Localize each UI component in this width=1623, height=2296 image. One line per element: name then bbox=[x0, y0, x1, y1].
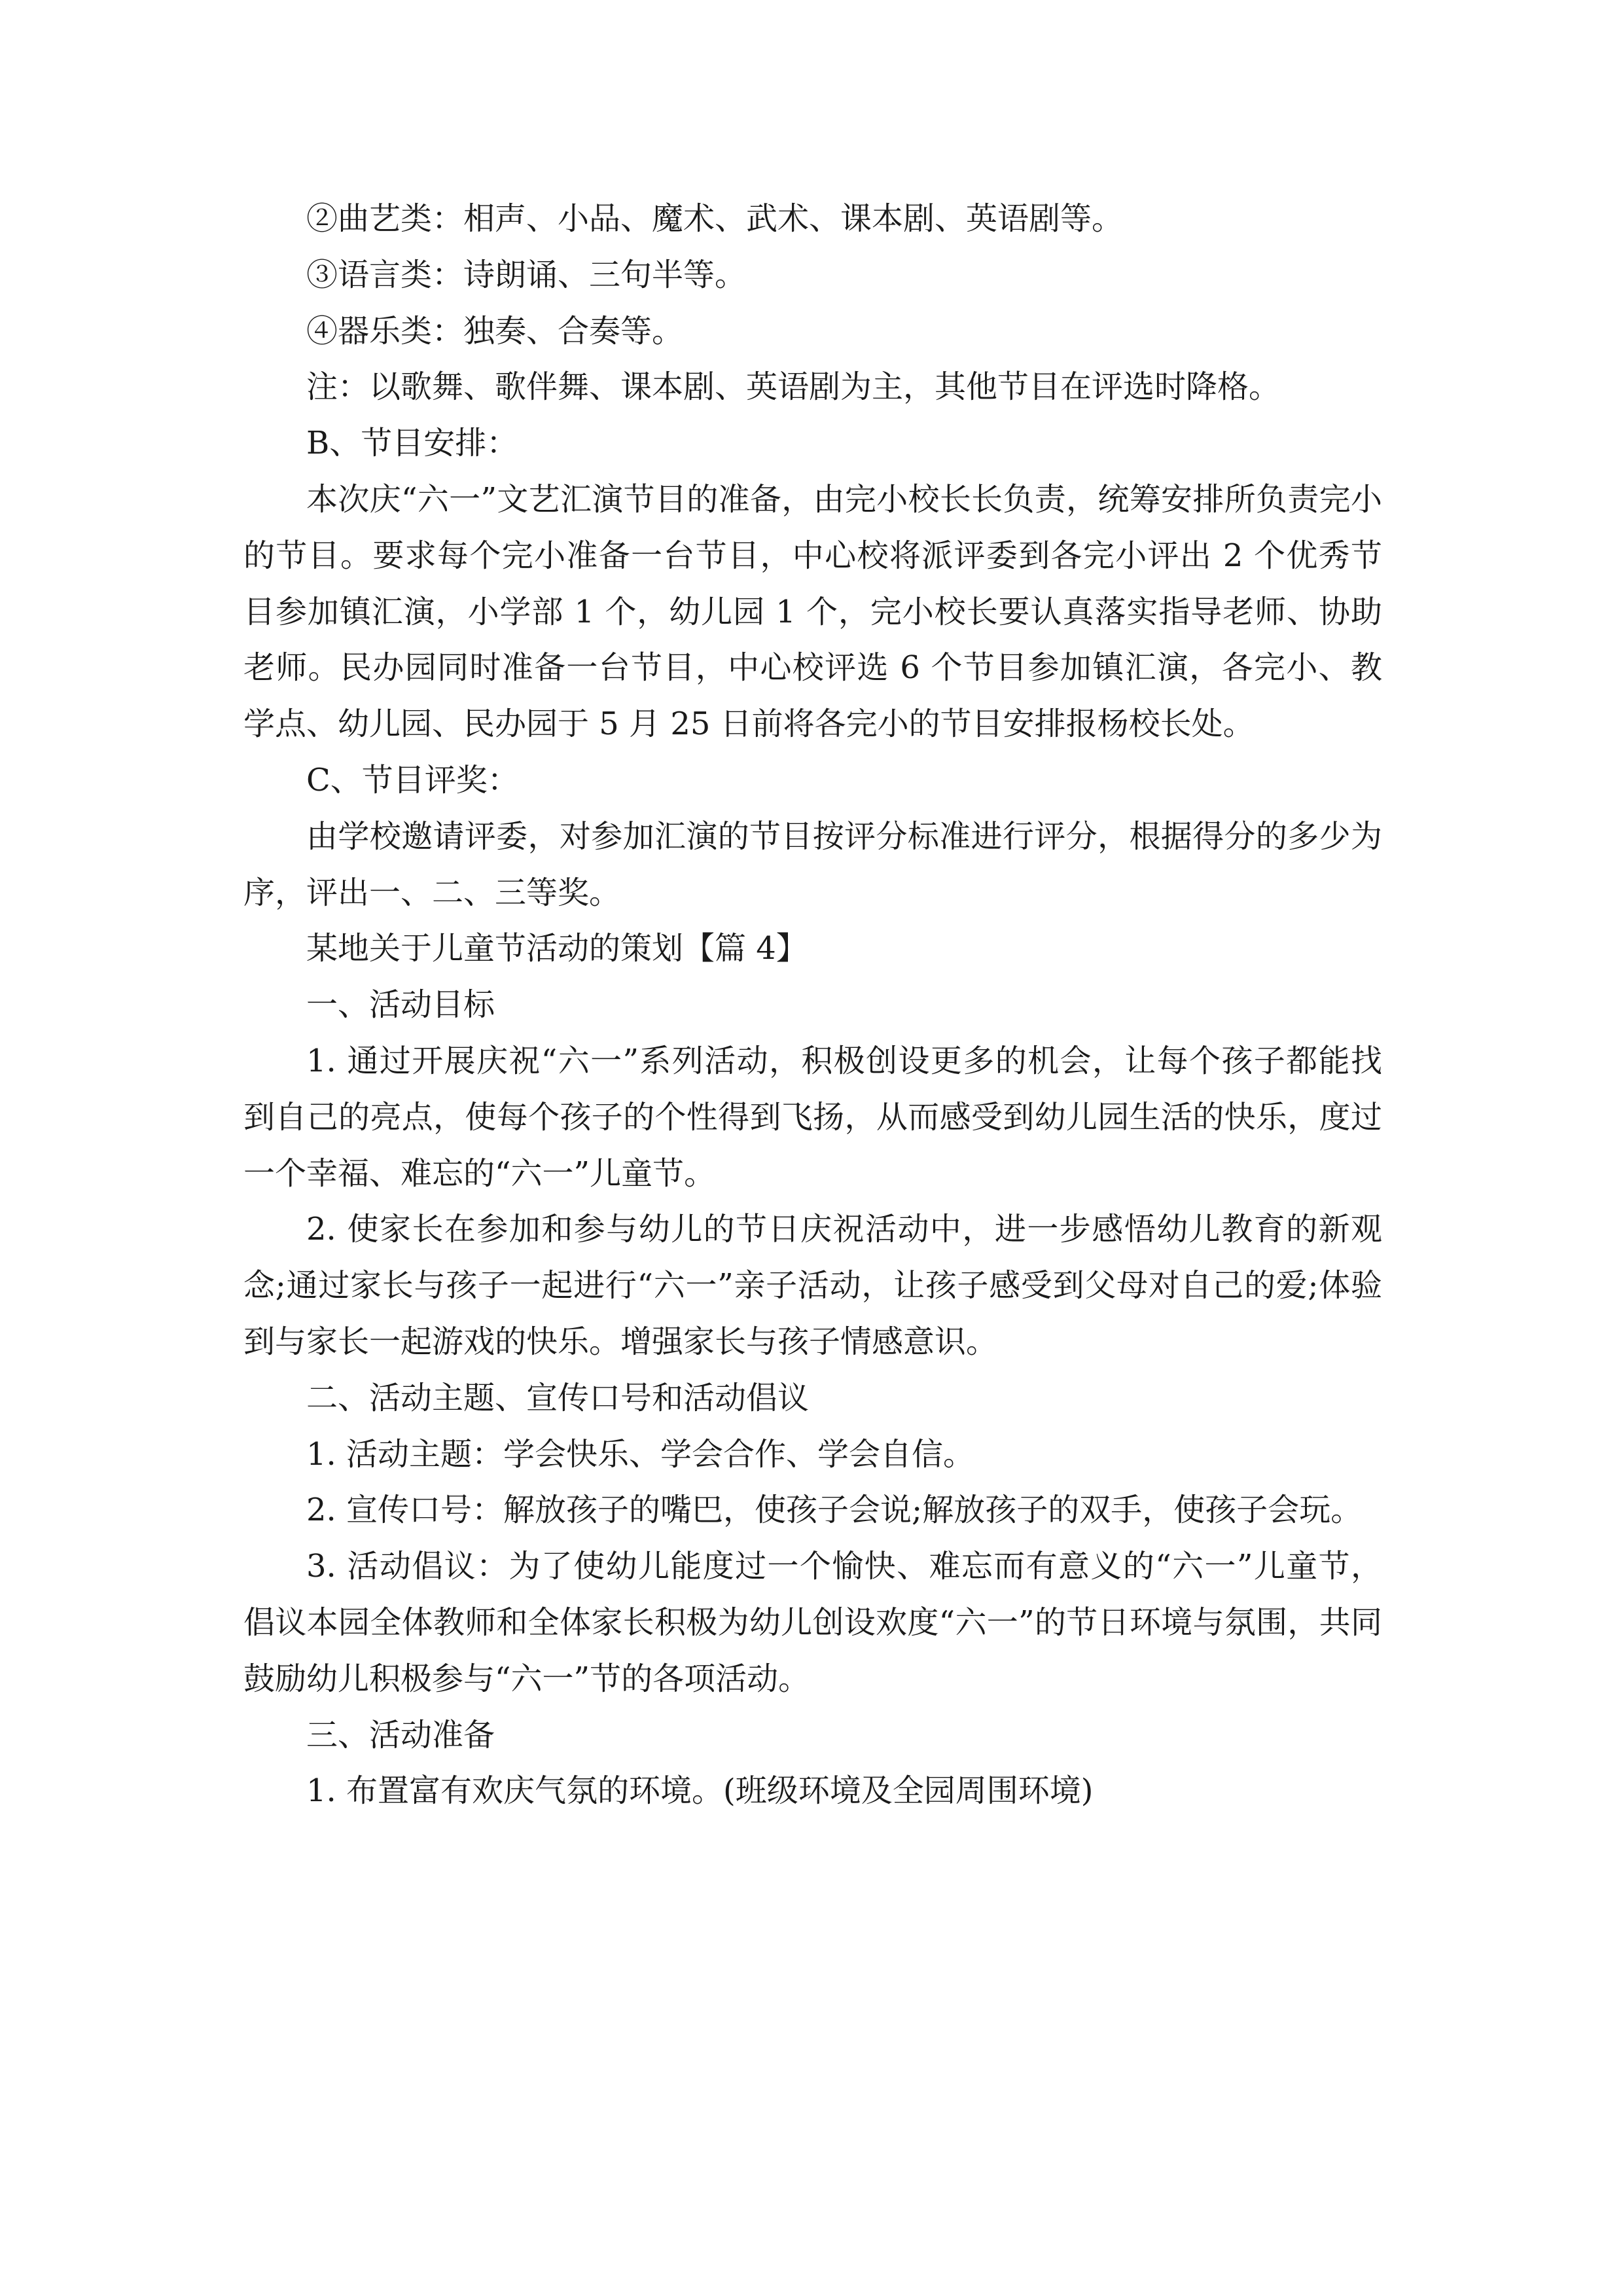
paragraph-initiative: 3. 活动倡议：为了使幼儿能度过一个愉快、难忘而有意义的“六一”儿童节，倡议本园全体教师和全体家长积极为幼儿创设欢度“六一”的节日环境与氛围，共同鼓励幼儿积极参与“六一”节的各项活动。 bbox=[243, 1548, 1382, 1697]
paragraph-category-language: ③语言类：诗朗诵、三句半等。 bbox=[306, 256, 747, 293]
heading-activity-preparation: 三、活动准备 bbox=[306, 1716, 495, 1753]
heading-program-awards: C、节目评奖： bbox=[306, 761, 519, 798]
paragraph-category-quyi: ②曲艺类：相声、小品、魔术、武术、课本剧、英语剧等。 bbox=[306, 200, 1124, 237]
heading-activity-theme: 二、活动主题、宣传口号和活动倡议 bbox=[306, 1379, 810, 1416]
section-title-part-4: 某地关于儿童节活动的策划【篇 4】 bbox=[306, 930, 808, 967]
heading-activity-goals: 一、活动目标 bbox=[306, 986, 495, 1024]
paragraph-goal-2: 2. 使家长在参加和参与幼儿的节日庆祝活动中，进一步感悟幼儿教育的新观念;通过家长与孩子一起进行“六一”亲子活动，让孩子感受到父母对自己的爱;体验到与家长一起游戏的快乐。增强家长与孩子情感意识。 bbox=[243, 1211, 1382, 1360]
paragraph-theme: 1. 活动主题：学会快乐、学会合作、学会自信。 bbox=[306, 1435, 975, 1473]
paragraph-program-awards: 由学校邀请评委，对参加汇演的节目按评分标准进行评分，根据得分的多少为序，评出一、二、三等奖。 bbox=[243, 817, 1382, 911]
paragraph-program-arrangement: 本次庆“六一”文艺汇演节目的准备，由完小校长长负责，统筹安排所负责完小的节目。要求每个完小准备一台节目，中心校将派评委到各完小评出 2 个优秀节目参加镇汇演，小学部 1 个，幼儿园 1 个，完小校长要认真落实指导老师、协助老师。民办园同时准备一台节目，中心校评选 6 个节目参加镇汇演，各完小、教学点、幼儿园、民办园于 5 月 25 日前将各完小的节目安排报杨校长处。 bbox=[243, 480, 1382, 743]
document-body bbox=[243, 191, 1382, 1820]
paragraph-slogan: 2. 宣传口号：解放孩子的嘴巴，使孩子会说;解放孩子的双手，使孩子会玩。 bbox=[306, 1492, 1363, 1529]
heading-program-arrangement: B、节目安排： bbox=[306, 425, 518, 462]
paragraph-category-instrumental: ④器乐类：独奏、合奏等。 bbox=[306, 312, 684, 350]
paragraph-note: 注：以歌舞、歌伴舞、课本剧、英语剧为主，其他节目在评选时降格。 bbox=[306, 368, 1281, 406]
paragraph-goal-1: 1. 通过开展庆祝“六一”系列活动，积极创设更多的机会，让每个孩子都能找到自己的亮点，使每个孩子的个性得到飞扬，从而感受到幼儿园生活的快乐，度过一个幸福、难忘的“六一”儿童节。 bbox=[243, 1042, 1382, 1192]
paragraph-preparation-1: 1. 布置富有欢庆气氛的环境。(班级环境及全园周围环境) bbox=[306, 1772, 1094, 1810]
